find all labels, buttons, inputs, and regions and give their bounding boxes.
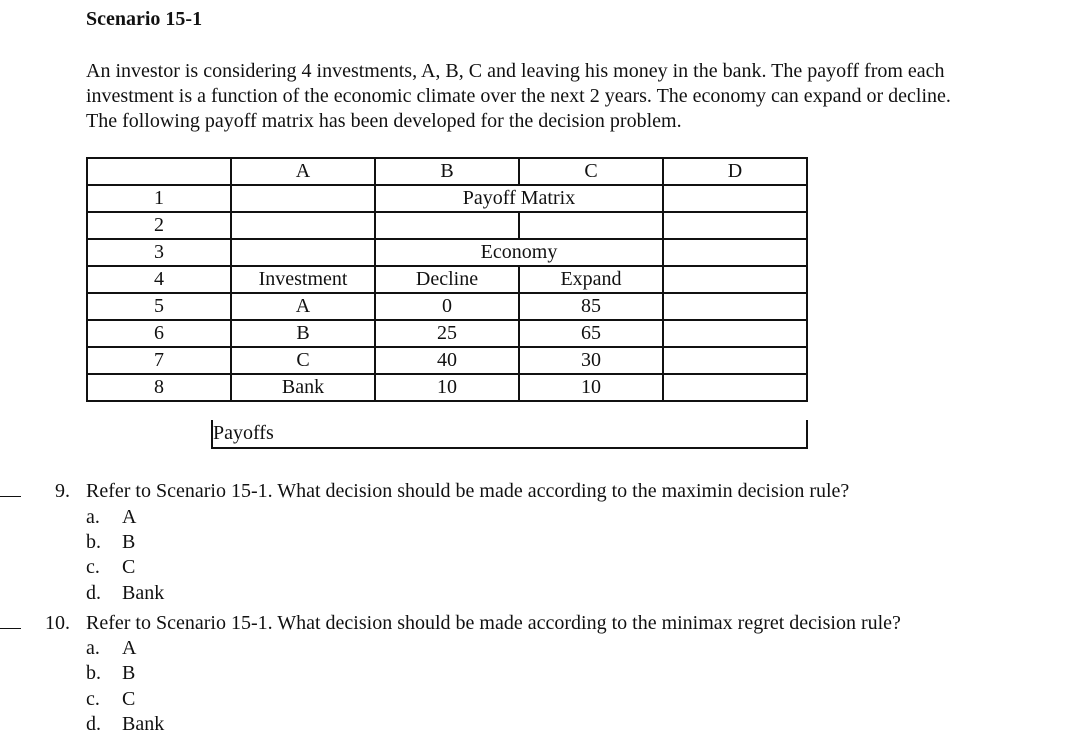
row-number: 1	[87, 185, 231, 212]
table-row	[87, 239, 807, 266]
option-text[interactable]: B	[122, 531, 136, 553]
row-number: 3	[87, 239, 231, 266]
option-text[interactable]: C	[122, 688, 136, 710]
row-number: 5	[87, 293, 231, 320]
option-letter: d.	[86, 582, 101, 604]
matrix-title-cell: Payoff Matrix	[375, 185, 663, 212]
cell	[231, 239, 375, 266]
row-number: 4	[87, 266, 231, 293]
question-number: 9.	[55, 480, 70, 502]
investment-cell: C	[231, 347, 375, 374]
sheet-caption-box	[211, 420, 808, 449]
cell	[663, 185, 807, 212]
scenario-title: Scenario 15-1	[86, 8, 203, 30]
question-text: Refer to Scenario 15-1. What decision should be made according to the minimax regret decision rule?	[86, 612, 901, 634]
option-text[interactable]: C	[122, 556, 136, 578]
option-letter: b.	[86, 531, 101, 553]
option-letter: c.	[86, 688, 100, 710]
cell	[663, 293, 807, 320]
investment-cell: A	[231, 293, 375, 320]
cell	[231, 185, 375, 212]
option-text[interactable]: Bank	[122, 713, 165, 735]
decline-payoff-cell: 25	[375, 320, 519, 347]
economy-header-cell: Economy	[375, 239, 663, 266]
option-text[interactable]: A	[122, 506, 137, 528]
sheet-caption: Payoffs	[213, 422, 274, 444]
investment-cell: B	[231, 320, 375, 347]
table-row	[87, 320, 807, 347]
table-row	[87, 374, 807, 401]
table-row	[87, 185, 807, 212]
decline-header-cell: Decline	[375, 266, 519, 293]
cell	[663, 212, 807, 239]
option-letter: b.	[86, 662, 101, 684]
decline-payoff-cell: 40	[375, 347, 519, 374]
row-number: 8	[87, 374, 231, 401]
column-header-d: D	[663, 158, 807, 185]
decline-payoff-cell: 10	[375, 374, 519, 401]
investment-cell: Bank	[231, 374, 375, 401]
option-text[interactable]: B	[122, 662, 136, 684]
expand-payoff-cell: 10	[519, 374, 663, 401]
investment-header-cell: Investment	[231, 266, 375, 293]
table-row	[87, 266, 807, 293]
option-letter: a.	[86, 637, 100, 659]
expand-payoff-cell: 85	[519, 293, 663, 320]
question-text: Refer to Scenario 15-1. What decision should be made according to the maximin decision rule?	[86, 480, 850, 502]
decline-payoff-cell: 0	[375, 293, 519, 320]
cell	[663, 374, 807, 401]
option-letter: c.	[86, 556, 100, 578]
table-row	[87, 347, 807, 374]
option-letter: a.	[86, 506, 100, 528]
corner-cell	[87, 158, 231, 185]
row-number: 7	[87, 347, 231, 374]
row-number: 6	[87, 320, 231, 347]
column-header-a: A	[231, 158, 375, 185]
option-text[interactable]: Bank	[122, 582, 165, 604]
option-letter: d.	[86, 713, 101, 735]
cell	[663, 320, 807, 347]
row-number: 2	[87, 212, 231, 239]
cell	[519, 212, 663, 239]
payoff-spreadsheet	[86, 157, 808, 402]
expand-payoff-cell: 65	[519, 320, 663, 347]
table-row	[87, 212, 807, 239]
cell	[663, 239, 807, 266]
intro-line: The following payoff matrix has been developed for the decision problem.	[86, 110, 682, 132]
cell	[375, 212, 519, 239]
question-number: 10.	[45, 612, 70, 634]
expand-payoff-cell: 30	[519, 347, 663, 374]
cell	[663, 266, 807, 293]
intro-line: investment is a function of the economic climate over the next 2 years. The economy can expand or decline.	[86, 85, 951, 107]
column-header-row	[87, 158, 807, 185]
scenario-description	[86, 59, 1071, 134]
column-header-b: B	[375, 158, 519, 185]
expand-header-cell: Expand	[519, 266, 663, 293]
table-row	[87, 293, 807, 320]
cell	[663, 347, 807, 374]
cell	[231, 212, 375, 239]
intro-line: An investor is considering 4 investments, A, B, C and leaving his money in the bank. The payoff from each	[86, 60, 945, 82]
column-header-c: C	[519, 158, 663, 185]
option-text[interactable]: A	[122, 637, 137, 659]
